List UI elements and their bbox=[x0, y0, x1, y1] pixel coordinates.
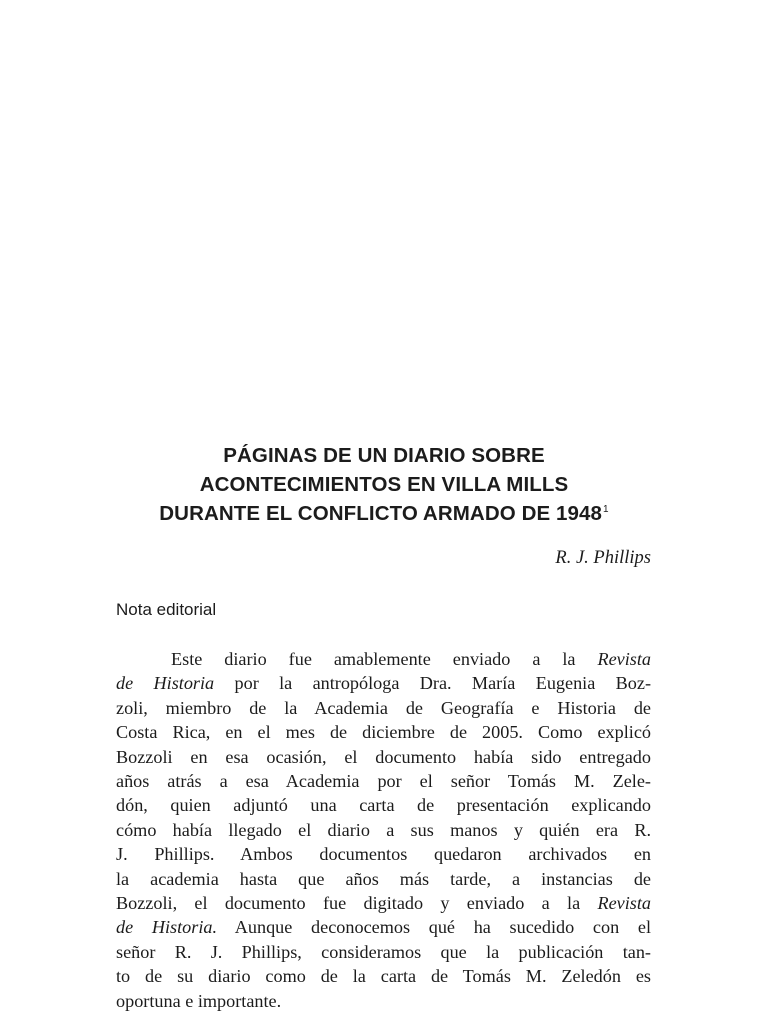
journal-name-italic: de Historia bbox=[116, 673, 215, 694]
paragraph-line: señor R. J. Phillips, consideramos que la publicación tan- bbox=[116, 941, 651, 962]
text-run: Aunque deconocemos qué ha sucedido con el bbox=[217, 917, 651, 938]
text-run: por la antropóloga Dra. María Eugenia Boz- bbox=[214, 673, 651, 694]
title-line-1: PÁGINAS DE UN DIARIO SOBRE bbox=[223, 444, 545, 467]
author-byline: R. J. Phillips bbox=[555, 548, 651, 568]
title-line-2: ACONTECIMIENTOS EN VILLA MILLS bbox=[199, 473, 569, 496]
paragraph-line: to de su diario como de la carta de Tomás M. Zeledón es bbox=[116, 966, 651, 987]
paragraph-line: Bozzoli en esa ocasión, el documento había sido entregado bbox=[116, 746, 651, 767]
paragraph-line: zoli, miembro de la Academia de Geografía e Historia de bbox=[116, 697, 651, 718]
paragraph-line bbox=[116, 671, 651, 695]
paragraph-line: oportuna e importante. bbox=[116, 990, 282, 1011]
paragraph-line: años atrás a esa Academia por el señor Tomás M. Zele- bbox=[116, 771, 651, 792]
paragraph-line bbox=[116, 647, 651, 671]
title-line-3 bbox=[100, 499, 668, 528]
paragraph-line: J. Phillips. Ambos documentos quedaron archivados en bbox=[116, 844, 651, 865]
paragraph-line: la academia hasta que años más tarde, a instancias de bbox=[116, 868, 651, 889]
article-title bbox=[100, 441, 668, 528]
journal-name-italic: de Historia. bbox=[116, 917, 218, 938]
section-heading: Nota editorial bbox=[116, 600, 217, 619]
footnote-reference: 1 bbox=[603, 504, 609, 516]
journal-name-italic: Revista bbox=[597, 893, 651, 914]
text-run: Bozzoli, el documento fue digitado y enviado a la bbox=[116, 893, 598, 914]
paragraph-line: Costa Rica, en el mes de diciembre de 2005. Como explicó bbox=[116, 722, 651, 743]
paragraph-line: cómo había llegado el diario a sus manos y quién era R. bbox=[116, 819, 651, 840]
text-run: Este diario fue amablemente enviado a la bbox=[171, 649, 598, 669]
journal-name-italic: Revista bbox=[597, 649, 651, 669]
paragraph-line bbox=[116, 891, 651, 915]
title-line-3-text: DURANTE EL CONFLICTO ARMADO DE 1948 bbox=[159, 502, 603, 525]
paragraph-line: dón, quien adjuntó una carta de presentación explicando bbox=[116, 795, 651, 816]
paragraph-line bbox=[116, 915, 651, 939]
body-paragraph bbox=[116, 647, 651, 1013]
